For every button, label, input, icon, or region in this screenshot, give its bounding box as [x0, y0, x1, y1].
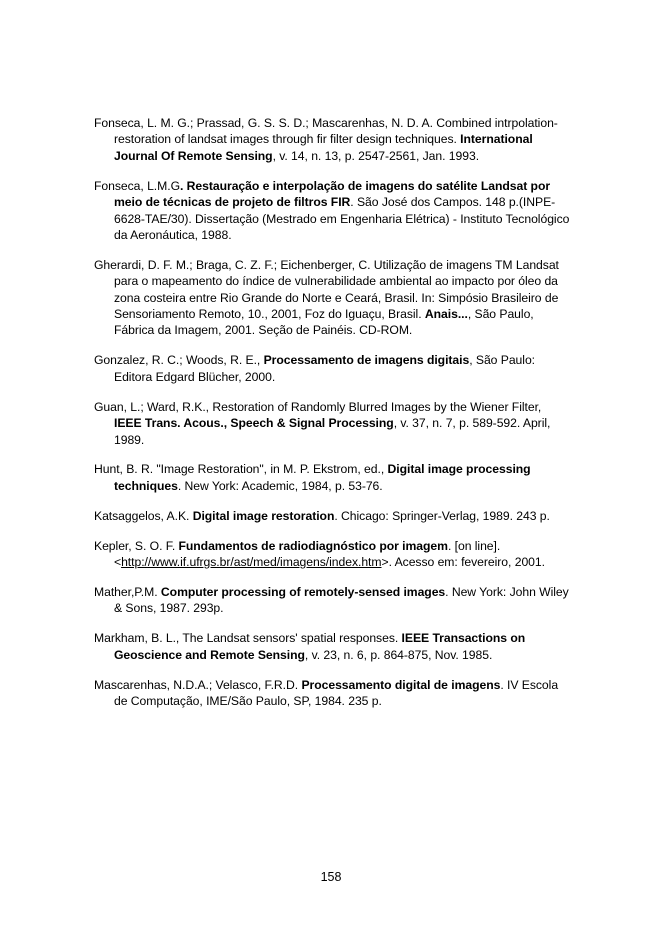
reference-text: Gherardi, D. F. M.; Braga, C. Z. F.; Eichenberger, C. Utilização de imagens TM Landsat para o mapeamento do índice de vulnerabilidade ambiental ao impacto por óleo da zona costeira entre Rio Grande do Norte e Ceará, Brasil. In: Simpósio Brasileiro de Sensoriamento Remoto, 10., 2001, Foz do Iguaçu, Brasil. [94, 257, 559, 322]
reference-text: , v. 14, n. 13, p. 2547-2561, Jan. 1993. [272, 148, 480, 163]
reference-title: Processamento de imagens digitais [263, 353, 470, 368]
page-number: 158 [320, 870, 342, 884]
reference-text: . [on line]. < [114, 538, 501, 570]
reference-text: Mascarenhas, N.D.A.; Velasco, F.R.D. [94, 677, 302, 692]
reference-text: . New York: Academic, 1984, p. 53-76. [177, 478, 383, 493]
reference-entry [94, 538, 570, 571]
reference-title: IEEE Trans. Acous., Speech & Signal Processing [114, 416, 394, 431]
reference-entry [94, 352, 570, 385]
reference-title: Digital image processing techniques [114, 462, 531, 493]
reference-entry [94, 178, 570, 244]
reference-text: Katsaggelos, A.K. [94, 508, 193, 523]
reference-text: Markham, B. L., The Landsat sensors' spatial responses. [94, 631, 402, 646]
reference-title: . Restauração e interpolação de imagens do satélite Landsat por meio de técnicas de projeto de filtros FIR [114, 178, 551, 210]
reference-text: , São Paulo, Fábrica da Imagem, 2001. Seção de Painéis. CD-ROM. [114, 307, 534, 338]
reference-text: , São Paulo: Editora Edgard Blücher, 2000. [114, 353, 536, 384]
reference-text: Fonseca, L.M.G [94, 178, 180, 193]
reference-entry [94, 399, 570, 448]
reference-entry [94, 257, 570, 339]
reference-entry [94, 630, 570, 663]
reference-text: Kepler, S. O. F. [94, 538, 179, 553]
reference-text: Mather,P.M. [94, 584, 161, 599]
reference-title: Anais... [424, 307, 468, 322]
reference-entry [94, 115, 570, 164]
reference-title: Fundamentos de radiodiagnóstico por imagem [178, 538, 448, 553]
reference-text: Gonzalez, R. C.; Woods, R. E., [94, 353, 264, 368]
reference-text: , v. 37, n. 7, p. 589-592. April, 1989. [114, 416, 551, 447]
reference-text: Guan, L.; Ward, R.K., Restoration of Randomly Blurred Images by the Wiener Filter, [94, 399, 542, 414]
reference-url-link[interactable]: http://www.if.ufrgs.br/ast/med/imagens/index.htm [121, 555, 382, 570]
reference-text: . IV Escola de Computação, IME/São Paulo, SP, 1984. 235 p. [114, 677, 559, 708]
reference-entry [94, 677, 570, 710]
reference-text: , v. 23, n. 6, p. 864-875, Nov. 1985. [304, 647, 493, 662]
reference-title: IEEE Transactions on Geoscience and Remote Sensing [114, 631, 526, 662]
reference-entry [94, 461, 570, 494]
reference-text: Fonseca, L. M. G.; Prassad, G. S. S. D.; Mascarenhas, N. D. A. Combined intrpolation-restoration of landsat images through fir filter design techniques. [94, 116, 558, 147]
reference-text: . New York: John Wiley & Sons, 1987. 293p. [114, 584, 569, 616]
reference-text: >. Acesso em: fevereiro, 2001. [381, 555, 545, 570]
reference-text: . Chicago: Springer-Verlag, 1989. 243 p. [334, 508, 550, 523]
reference-title: Processamento digital de imagens [301, 677, 501, 692]
reference-text: Hunt, B. R. "Image Restoration", in M. P. Ekstrom, ed., [94, 462, 388, 477]
reference-list [94, 115, 570, 723]
reference-title: Computer processing of remotely-sensed images [160, 584, 446, 599]
reference-text: . São José dos Campos. 148 p.(INPE-6628-TAE/30). Dissertação (Mestrado em Engenharia Elétrica) - Instituto Tecnológico da Aeronáutica, 1988. [114, 195, 570, 242]
reference-entry [94, 584, 570, 617]
reference-title: International Journal Of Remote Sensing [114, 132, 533, 163]
reference-entry [94, 508, 570, 524]
reference-title: Digital image restoration [192, 508, 335, 523]
